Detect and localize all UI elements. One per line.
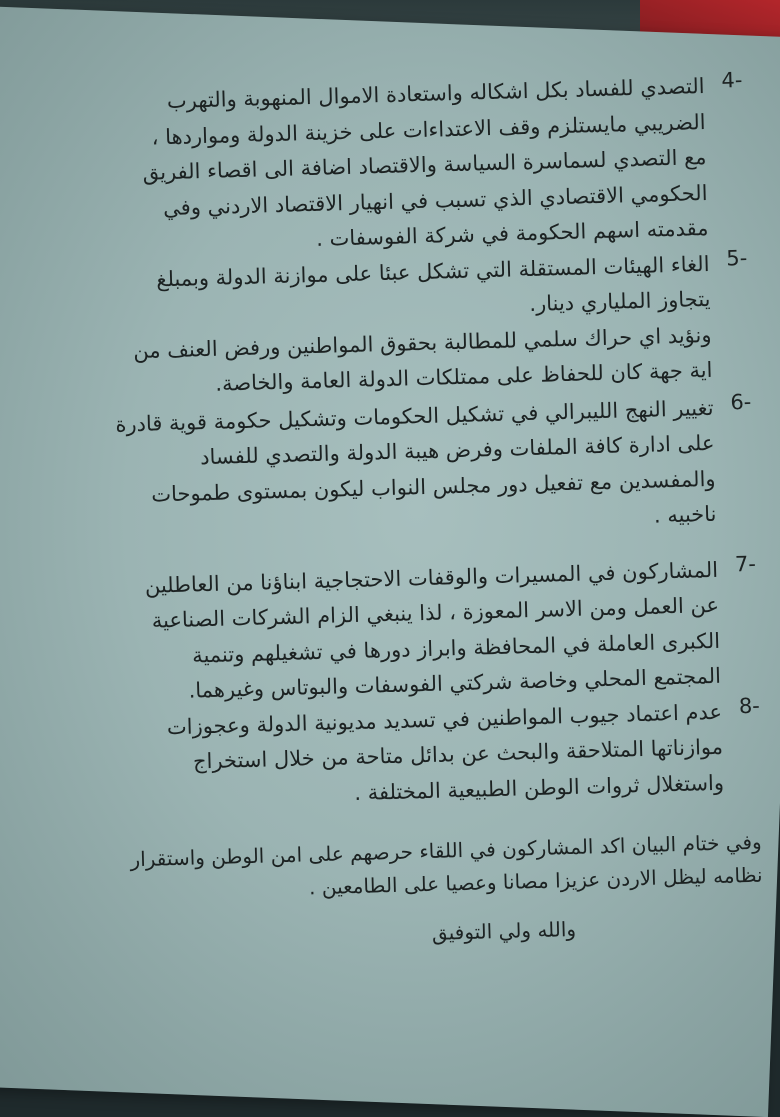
list-item-7 — [74, 551, 758, 712]
item-text: عدم اعتماد جيوب المواطنين في تسديد مديونية الدولة وعجوزات موازناتها المتلاحقة والبحث عن بدائل متاحة من خلال استخراج واستغلال ثروات الوطن الطبيعية المختلفة . — [166, 699, 725, 805]
list-item-5 — [65, 245, 749, 406]
item-text: المشاركون في المسيرات والوقفات الاحتجاجية ابناؤنا من العاطلين عن العمل ومن الاسر المعوزة ، لذا ينبغي الزام الشركات الصناعية الكبرى العاملة في المحافظة وابراز دورها في تشغيلهم وتنمية المجتمع المحلي وخاصة شركتي الفوسفات والبوتاس وغيرهما. — [144, 557, 722, 703]
item-text: الغاء الهيئات المستقلة التي تشكل عبئا على موازنة الدولة وبمبلغ يتجاوز الملياري دينار. ونؤيد اي حراك سلمي للمطالبة بحقوق المواطنين ورفض العنف من اية جهة كان للحفاظ على ممتلكات الدولة العامة والخاصة. — [132, 251, 713, 396]
item-number: 8- — [738, 693, 761, 718]
item-number: 5- — [726, 245, 748, 270]
closing-paragraph: وفي ختام البيان اكد المشاركون في اللقاء حرصهم على امن الوطن واستقرار نظامه ليظل الاردن عزيزا مصانا وعصيا على الطامعين . — [130, 829, 763, 900]
signoff: والله ولي التوفيق — [431, 916, 577, 945]
list-item-8 — [78, 693, 761, 818]
item-number: 6- — [730, 389, 752, 414]
item-text: التصدي للفساد بكل اشكاله واستعادة الاموال المنهوبة والتهرب الضريبي مايستلزم وقف الاعتداءات على خزينة الدولة ومواردها ، مع التصدي لسماسرة السياسة والاقتصاد اضافة الى اقصاء الفريق الحكومي الاقتصادي الذي تسبب في انهيار الاقتصاد الاردني وفي مقدمته اسهم الحكومة في شركة الفوسفات . — [142, 74, 709, 251]
item-number: 4- — [721, 67, 743, 93]
item-number: 7- — [734, 551, 757, 576]
item-text: تغيير النهج الليبرالي في تشكيل الحكومات وتشكيل حكومة قوية قادرة على ادارة كافة الملفات وفرض هيبة الدولة والتصدي للفساد والمفسدين مع تفعيل دور مجلس النواب ليكون بمستوى طموحات ناخبيه . — [115, 395, 717, 528]
list-item-6 — [69, 389, 753, 550]
list-item-4 — [60, 68, 745, 264]
document-text — [60, 68, 767, 1047]
